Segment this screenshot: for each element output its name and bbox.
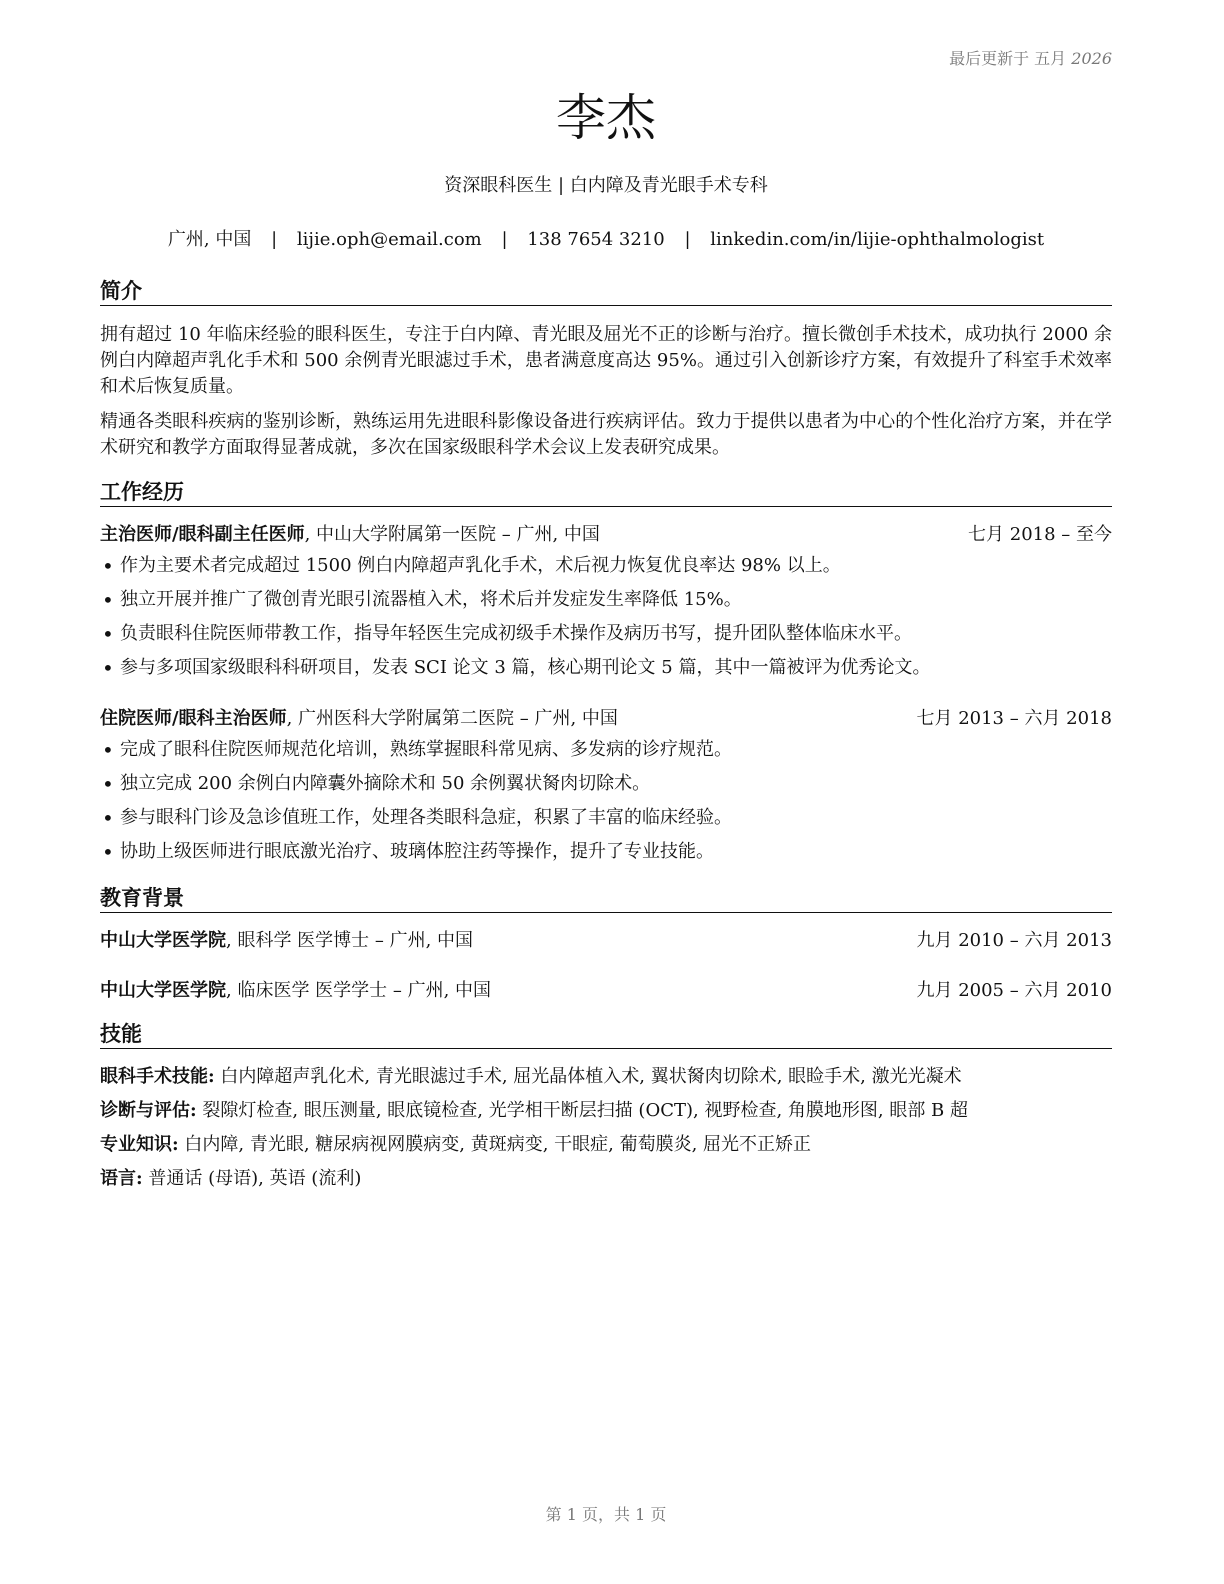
last-updated-year: 2026	[1071, 49, 1112, 68]
job-bullet: • 参与眼科门诊及急诊值班工作，处理各类眼科急症，积累了丰富的临床经验。	[100, 806, 1112, 840]
skill-value: 白内障超声乳化术, 青光眼滤过手术, 屈光晶体植入术, 翼状胬肉切除术, 眼睑手术, 激光光凝术	[214, 1066, 962, 1087]
job-bullet: • 参与多项国家级眼科科研项目，发表 SCI 论文 3 篇，核心期刊论文 5 篇，其中一篇被评为优秀论文。	[100, 656, 1112, 690]
contact-location: 广州, 中国	[167, 229, 252, 250]
contact-phone: 138 7654 3210	[527, 229, 665, 250]
contact-email[interactable]: lijie.oph@email.com	[296, 229, 482, 250]
contact-separator: |	[684, 229, 691, 250]
section-title-summary: 简介	[100, 278, 1112, 306]
education-date: 九月 2010 – 六月 2013	[916, 930, 1112, 951]
job-header	[100, 523, 1112, 547]
skill-row	[100, 1133, 1112, 1167]
contact-separator: |	[501, 229, 508, 250]
job-header	[100, 707, 1112, 731]
education-item	[100, 979, 1112, 1003]
last-updated-label: 最后更新于 五月	[949, 49, 1067, 68]
skill-label: 专业知识:	[100, 1134, 179, 1155]
education-item	[100, 929, 1112, 953]
section-title-education: 教育背景	[100, 885, 1112, 913]
education-date: 九月 2005 – 六月 2010	[916, 980, 1112, 1001]
education-school: 中山大学医学院	[100, 980, 226, 1001]
skill-row	[100, 1065, 1112, 1099]
resume-page	[100, 0, 1112, 1584]
contact-linkedin[interactable]: linkedin.com/in/lijie-ophthalmologist	[710, 229, 1045, 250]
job-bullet: • 负责眼科住院医师带教工作，指导年轻医生完成初级手术操作及病历书写，提升团队整体临床水平。	[100, 622, 1112, 656]
candidate-name: 李杰	[556, 89, 656, 147]
job-bullet: • 作为主要术者完成超过 1500 例白内障超声乳化手术，术后视力恢复优良率达 98% 以上。	[100, 554, 1112, 588]
skill-label: 诊断与评估:	[100, 1100, 197, 1121]
job-bullets	[100, 554, 1112, 690]
page-number: 第 1 页，共 1 页	[545, 1505, 667, 1524]
skill-label: 语言:	[100, 1168, 143, 1189]
skill-row	[100, 1099, 1112, 1133]
section-title-skills: 技能	[100, 1021, 1112, 1049]
job-bullets	[100, 738, 1112, 874]
skill-row	[100, 1167, 1112, 1201]
job-bullet: • 协助上级医师进行眼底激光治疗、玻璃体腔注药等操作，提升了专业技能。	[100, 840, 1112, 874]
job-date: 七月 2018 – 至今	[968, 524, 1112, 545]
job-bullet: • 独立完成 200 余例白内障囊外摘除术和 50 余例翼状胬肉切除术。	[100, 772, 1112, 806]
education-school: 中山大学医学院	[100, 930, 226, 951]
headline: 资深眼科医生 | 白内障及青光眼手术专科	[444, 175, 768, 196]
education-detail: , 眼科学 医学博士 – 广州, 中国	[226, 930, 474, 951]
skill-value: 裂隙灯检查, 眼压测量, 眼底镜检查, 光学相干断层扫描 (OCT), 视野检查, 角膜地形图, 眼部 B 超	[196, 1100, 969, 1121]
job-role: 住院医师/眼科主治医师	[100, 708, 287, 729]
last-updated	[949, 46, 1112, 69]
section-title-experience: 工作经历	[100, 479, 1112, 507]
job-org: , 中山大学附属第一医院 – 广州, 中国	[304, 524, 600, 545]
job-org: , 广州医科大学附属第二医院 – 广州, 中国	[286, 708, 618, 729]
summary-paragraph: 精通各类眼科疾病的鉴别诊断，熟练运用先进眼科影像设备进行疾病评估。致力于提供以患者为中心的个性化治疗方案，并在学术研究和教学方面取得显著成就，多次在国家级眼科学术会议上发表研究成果。	[100, 411, 1112, 458]
summary-paragraph: 拥有超过 10 年临床经验的眼科医生，专注于白内障、青光眼及屈光不正的诊断与治疗。擅长微创手术技术，成功执行 2000 余例白内障超声乳化手术和 500 余例青光眼滤过手术，患者满意度高达 95%。通过引入创新诊疗方案，有效提升了科室手术效率和术后恢复质量。	[100, 324, 1112, 397]
skill-value: 普通话 (母语), 英语 (流利)	[142, 1168, 362, 1189]
skill-label: 眼科手术技能:	[100, 1066, 215, 1087]
contact-separator: |	[271, 229, 278, 250]
contact-line	[100, 225, 1112, 251]
skills-list	[100, 1065, 1112, 1201]
skill-value: 白内障, 青光眼, 糖尿病视网膜病变, 黄斑病变, 干眼症, 葡萄膜炎, 屈光不正矫正	[178, 1134, 812, 1155]
education-detail: , 临床医学 医学学士 – 广州, 中国	[226, 980, 492, 1001]
job-bullet: • 完成了眼科住院医师规范化培训，熟练掌握眼科常见病、多发病的诊疗规范。	[100, 738, 1112, 772]
job-role: 主治医师/眼科副主任医师	[100, 524, 305, 545]
job-date: 七月 2013 – 六月 2018	[916, 708, 1112, 729]
job-bullet: • 独立开展并推广了微创青光眼引流器植入术，将术后并发症发生率降低 15%。	[100, 588, 1112, 622]
